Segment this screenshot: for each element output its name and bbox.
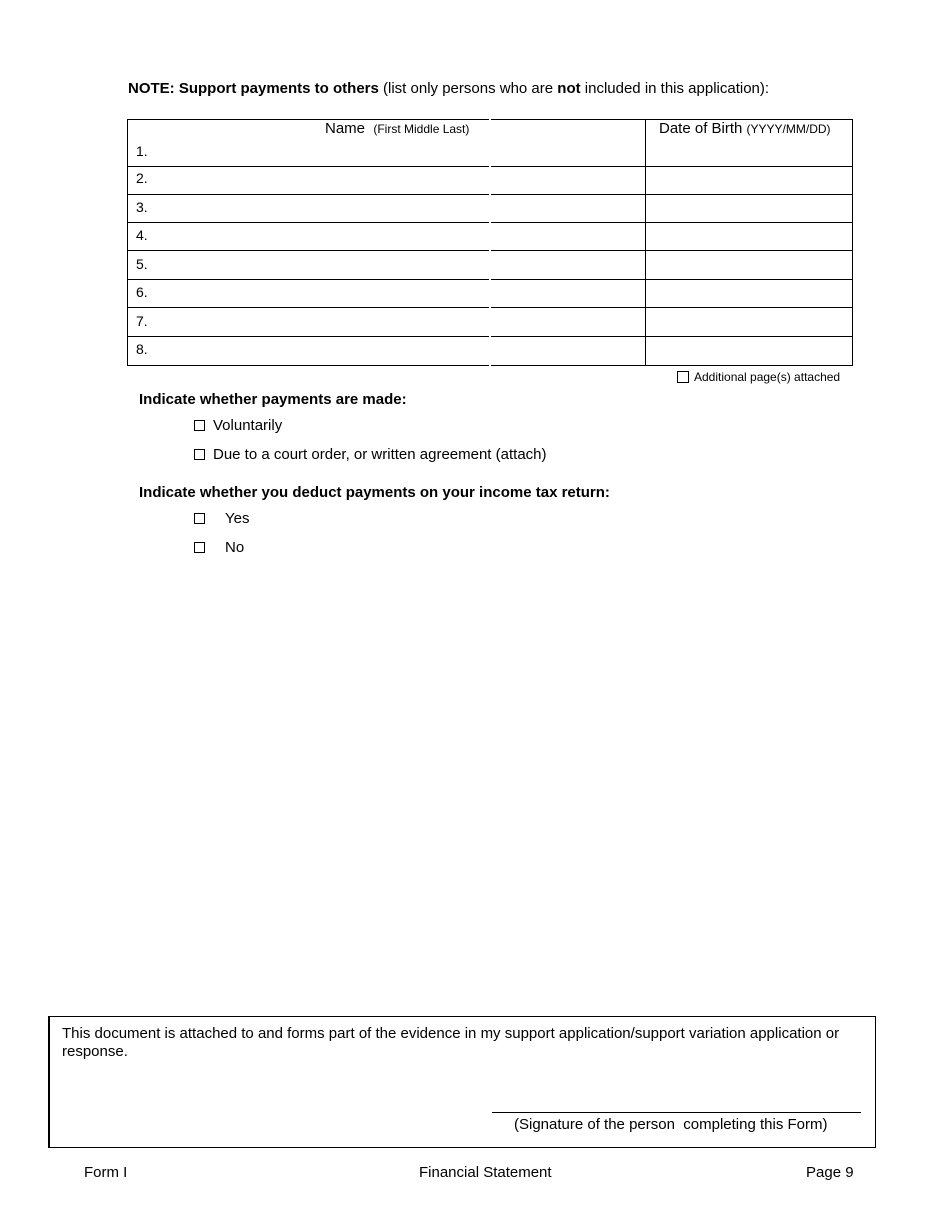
court-order-option[interactable] xyxy=(194,446,547,463)
payments-made-heading: Indicate whether payments are made: xyxy=(139,391,407,408)
tax-deduct-heading: Indicate whether you deduct payments on your income tax return: xyxy=(139,484,610,501)
additional-pages-checkbox[interactable] xyxy=(677,371,689,383)
no-option[interactable] xyxy=(194,539,244,556)
support-payments-note xyxy=(128,80,769,97)
additional-pages-label: Additional page(s) attached xyxy=(694,370,841,384)
dob-header-label: Date of Birth xyxy=(659,120,743,137)
row-number: 5. xyxy=(136,256,148,272)
row-number: 7. xyxy=(136,313,148,329)
signature-label: (Signature of the person completing this Form) xyxy=(514,1116,828,1133)
footer-title: Financial Statement xyxy=(419,1164,552,1181)
footer-page-number: Page 9 xyxy=(806,1164,854,1181)
name-column-header xyxy=(325,120,469,137)
note-emphasis: not xyxy=(557,80,581,97)
row-number: 8. xyxy=(136,341,148,357)
yes-checkbox[interactable] xyxy=(194,513,205,524)
row-number: 2. xyxy=(136,170,148,186)
name-cell-input[interactable] xyxy=(128,167,645,194)
note-lead: NOTE: Support payments to others xyxy=(128,80,379,97)
yes-option[interactable] xyxy=(194,510,249,527)
note-pre: (list only persons who are xyxy=(378,80,558,97)
row-number: 1. xyxy=(136,143,148,159)
no-label: No xyxy=(225,539,245,556)
row-number: 4. xyxy=(136,227,148,243)
dob-cell-input[interactable] xyxy=(646,167,852,194)
note-post: included in this application): xyxy=(580,80,770,97)
voluntarily-label: Voluntarily xyxy=(213,417,283,434)
evidence-box xyxy=(48,1016,876,1148)
dob-header-hint: (YYYY/MM/DD) xyxy=(746,122,831,136)
yes-label: Yes xyxy=(225,510,250,527)
court-order-checkbox[interactable] xyxy=(194,449,205,460)
name-header-hint: (First Middle Last) xyxy=(373,122,470,136)
voluntarily-option[interactable] xyxy=(194,417,282,434)
dob-column-header xyxy=(659,120,831,137)
row-number: 3. xyxy=(136,199,148,215)
voluntarily-checkbox[interactable] xyxy=(194,420,205,431)
name-header-label: Name xyxy=(325,120,366,137)
court-order-label: Due to a court order, or written agreement (attach) xyxy=(213,446,547,463)
no-checkbox[interactable] xyxy=(194,542,205,553)
additional-pages-option[interactable] xyxy=(677,370,840,384)
row-number: 6. xyxy=(136,284,148,300)
signature-line[interactable] xyxy=(492,1112,861,1113)
support-payments-table xyxy=(127,119,853,365)
evidence-text: This document is attached to and forms part of the evidence in my support application/support variation application or response. xyxy=(62,1025,840,1060)
footer-form-id: Form I xyxy=(84,1164,128,1181)
